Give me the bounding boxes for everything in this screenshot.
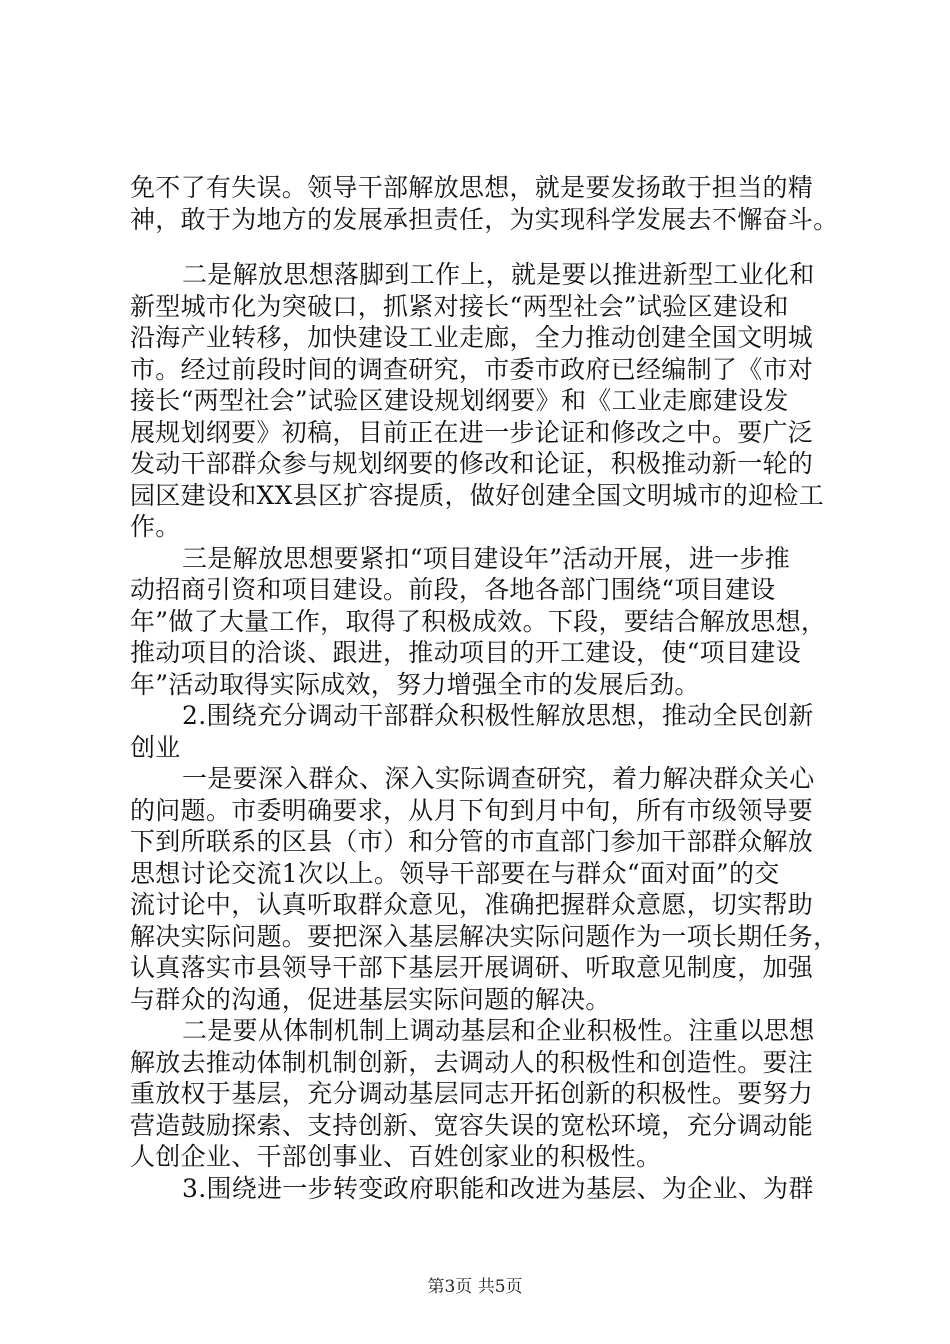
text-line: 营造鼓励探索、支持创新、宽容失误的宽松环境，充分调动能 — [130, 1110, 814, 1140]
text-line: 沿海产业转移，加快建设工业走廊，全力推动创建全国文明城 — [130, 323, 814, 352]
text-line: 认真落实市县领导干部下基层开展调研、听取意见制度，加强 — [130, 953, 814, 982]
paragraph-gap — [130, 235, 830, 259]
paragraph — [130, 259, 830, 543]
text-line: 重放权于基层，充分调动基层同志开拓创新的积极性。要努力 — [130, 1079, 814, 1108]
page-number: 第3页 共5页 — [427, 1277, 523, 1297]
text-line: 3.围绕进一步转变政府职能和改进为基层、为企业、为群 — [182, 1173, 814, 1203]
text-line: 动招商引资和项目建设。前段，各地各部门围绕“项目建设 — [130, 575, 776, 604]
section-heading — [130, 1173, 830, 1205]
text-line: 二是要从体制机制上调动基层和企业积极性。注重以思想 — [182, 1016, 815, 1045]
text-line: 人创企业、干部创事业、百姓创家业的积极性。 — [130, 1142, 662, 1171]
section-heading — [130, 700, 830, 763]
paragraph — [130, 763, 839, 1015]
paragraph — [130, 1015, 830, 1173]
text-line: 与群众的沟通，促进基层实际问题的解决。 — [130, 984, 611, 1014]
text-line: 三是解放思想要紧扣“项目建设年”活动开展，进一步推 — [182, 543, 791, 573]
text-line: 市。经过前段时间的调查研究，市委市政府已经编制了《市对 — [130, 354, 814, 384]
text-line: 免不了有失误。领导干部解放思想，就是要发扬敢于担当的精 — [130, 173, 814, 202]
text-line: 展规划纲要》初稿，目前正在进一步论证和修改之中。要广泛 — [130, 417, 814, 447]
text-line: 解放去推动体制机制创新，去调动人的积极性和创造性。要注 — [130, 1047, 814, 1077]
text-line: 推动项目的洽谈、跟进，推动项目的开工建设，使“项目建设 — [130, 638, 801, 667]
text-line: 接长“两型社会”试验区建设规划纲要》和《工业走廊建设发 — [130, 386, 789, 415]
text-line: 年”活动取得实际成效，努力增强全市的发展后劲。 — [130, 669, 700, 699]
text-line: 解决实际问题。要把深入基层解决实际问题作为一项长期任务， — [130, 921, 839, 951]
text-line: 神，敢于为地方的发展承担责任，为实现科学发展去不懈奋斗。 — [130, 204, 839, 234]
text-line: 园区建设和XX县区扩容提质，做好创建全国文明城市的迎检工 — [130, 480, 824, 510]
text-line: 作。 — [130, 512, 181, 541]
paragraph — [130, 172, 839, 235]
text-line: 2.围绕充分调动干部群众积极性解放思想，推动全民创新 — [182, 701, 814, 730]
text-line: 年”做了大量工作，取得了积极成效。下段，要结合解放思想， — [130, 606, 827, 636]
paragraph — [130, 543, 830, 701]
text-line: 的问题。市委明确要求，从月下旬到月中旬，所有市级领导要 — [130, 795, 814, 825]
text-line: 发动干部群众参与规划纲要的修改和论证，积极推动新一轮的 — [130, 449, 814, 478]
text-line: 下到所联系的区县（市）和分管的市直部门参加干部群众解放 — [130, 827, 814, 856]
text-line: 一是要深入群众、深入实际调查研究，着力解决群众关心 — [182, 764, 815, 793]
text-line: 新型城市化为突破口，抓紧对接长“两型社会”试验区建设和 — [130, 291, 789, 321]
text-line: 思想讨论交流1次以上。领导干部要在与群众“面对面”的交 — [130, 858, 780, 888]
text-line: 二是解放思想落脚到工作上，就是要以推进新型工业化和 — [182, 260, 815, 289]
text-line: 流讨论中，认真听取群众意见，准确把握群众意愿，切实帮助 — [130, 890, 814, 919]
document-body — [130, 172, 839, 1204]
text-line: 创业 — [130, 732, 181, 762]
